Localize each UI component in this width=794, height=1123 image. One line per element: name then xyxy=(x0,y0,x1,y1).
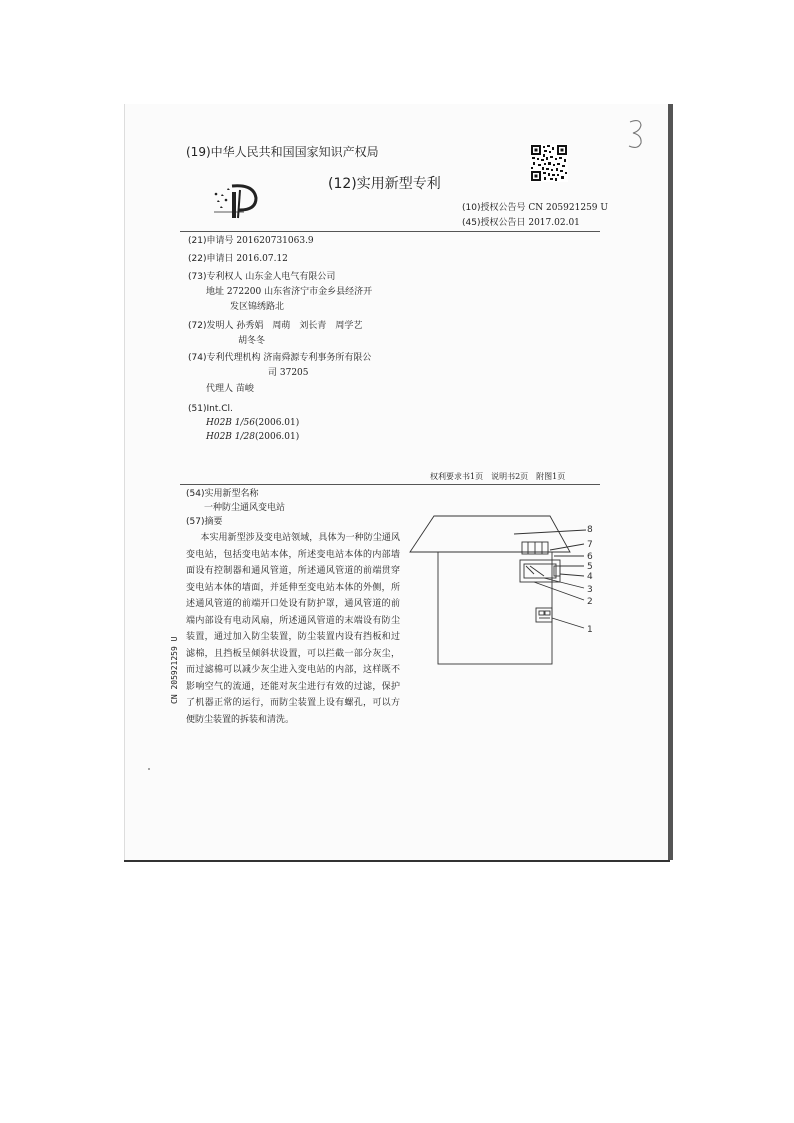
figure-label-3: 3 xyxy=(587,585,593,595)
address-row xyxy=(206,287,372,298)
patentee-row xyxy=(188,272,335,283)
patent-type-title: (12)实用新型专利 xyxy=(328,176,441,192)
page-edge-right xyxy=(668,104,673,860)
address-label: 地址 xyxy=(206,287,225,297)
int-cl-1 xyxy=(206,418,299,429)
grant-date-label: (45)授权公告日 xyxy=(462,218,526,228)
app-no: 201620731063.9 xyxy=(236,236,314,246)
agency-label: (74)专利代理机构 xyxy=(188,353,261,363)
scan-speck xyxy=(148,768,150,770)
page-edge-left xyxy=(124,104,125,860)
filing-date: 2016.07.12 xyxy=(236,254,288,264)
qr-code-icon xyxy=(530,144,568,182)
address-line2: 发区锦绣路北 xyxy=(230,302,285,312)
int-cl-2 xyxy=(206,432,299,443)
patentee-label: (73)专利权人 xyxy=(188,272,243,282)
patentee: 山东金人电气有限公司 xyxy=(245,272,336,282)
roof xyxy=(410,516,570,552)
int-cl-label: (51)Int.Cl. xyxy=(188,404,233,414)
int-cl-1-version: (2006.01) xyxy=(255,418,300,428)
agent-label: 代理人 xyxy=(206,384,234,394)
cnipa-logo-icon xyxy=(210,180,262,220)
filing-date-row xyxy=(188,254,288,265)
inventors-row xyxy=(188,321,362,332)
grant-pub-no: CN 205921259 U xyxy=(528,203,608,213)
figure-label-8: 8 xyxy=(587,525,593,535)
int-cl-1-code: H02B 1/56 xyxy=(206,418,255,428)
int-cl-2-version: (2006.01) xyxy=(255,432,300,442)
figure-label-6: 6 xyxy=(587,552,593,562)
grant-date: 2017.02.01 xyxy=(528,218,580,228)
utility-model-title: 一种防尘通风变电站 xyxy=(204,503,286,513)
abstract-label: (57)摘要 xyxy=(186,517,223,527)
figure-label-7: 7 xyxy=(587,540,593,550)
figure-label-4: 4 xyxy=(587,572,593,582)
pages-divider xyxy=(180,484,600,485)
address-line1: 272200 山东省济宁市金乡县经济开 xyxy=(226,287,373,297)
filing-date-label: (22)申请日 xyxy=(188,254,234,264)
pages-info: 权利要求书1页 说明书2页 附图1页 xyxy=(430,472,566,481)
office-name: (19)中华人民共和国国家知识产权局 xyxy=(186,145,379,159)
figure-label-5: 5 xyxy=(587,562,593,572)
app-no-label: (21)申请号 xyxy=(188,236,234,246)
handwritten-number-annotation xyxy=(626,118,646,152)
agent-row xyxy=(206,384,254,395)
scanned-page xyxy=(124,104,670,862)
figure-label-1: 1 xyxy=(587,625,593,635)
agent: 苗峻 xyxy=(235,384,254,394)
abstract-text: 本实用新型涉及变电站领域，具体为一种防尘通风变电站，包括变电站本体，所述变电站本体的内部墙面设有控制器和通风管道，所述通风管道的前端贯穿变电站本体的墙面，并延伸至变电站本体的外侧，所述通风管道的前端开口处设有防护罩，通风管道的前端内部设有电动风扇，所述通风管道的末端设有防尘装置，通过加入防尘装置，防尘装置内设有挡板和过滤棉，且挡板呈倾斜状设置，可以拦截一部分灰尘，而过滤棉可以减少灰尘进入变电站的内部，这样既不影响空气的流通，还能对灰尘进行有效的过滤，保护了机器正常的运行，而防尘装置上设有螺孔，可以方便防尘装置的拆装和清洗。 xyxy=(186,533,400,725)
figure-label-2: 2 xyxy=(587,597,593,607)
int-cl-2-code: H02B 1/28 xyxy=(206,432,255,442)
grant-publication-number-row xyxy=(462,203,608,214)
agency-line1: 济南舜源专利事务所有限公 xyxy=(263,353,372,363)
inventors-label: (72)发明人 xyxy=(188,321,234,331)
fan xyxy=(554,566,560,576)
grant-pub-no-label: (10)授权公告号 xyxy=(462,203,526,213)
inventors-line1: 孙秀娟 周萌 刘长青 周学艺 xyxy=(236,321,363,331)
side-publication-number: CN 205921259 U xyxy=(170,636,179,704)
grant-date-row xyxy=(462,218,580,229)
agency-line2: 司 37205 xyxy=(268,368,309,378)
abstract-figure-substation xyxy=(404,512,604,667)
title-label: (54)实用新型名称 xyxy=(186,489,259,499)
application-number-row xyxy=(188,236,314,247)
inventors-line2: 胡冬冬 xyxy=(238,336,266,346)
substation-body xyxy=(438,552,552,664)
header-divider xyxy=(180,231,600,232)
agency-row xyxy=(188,353,371,364)
